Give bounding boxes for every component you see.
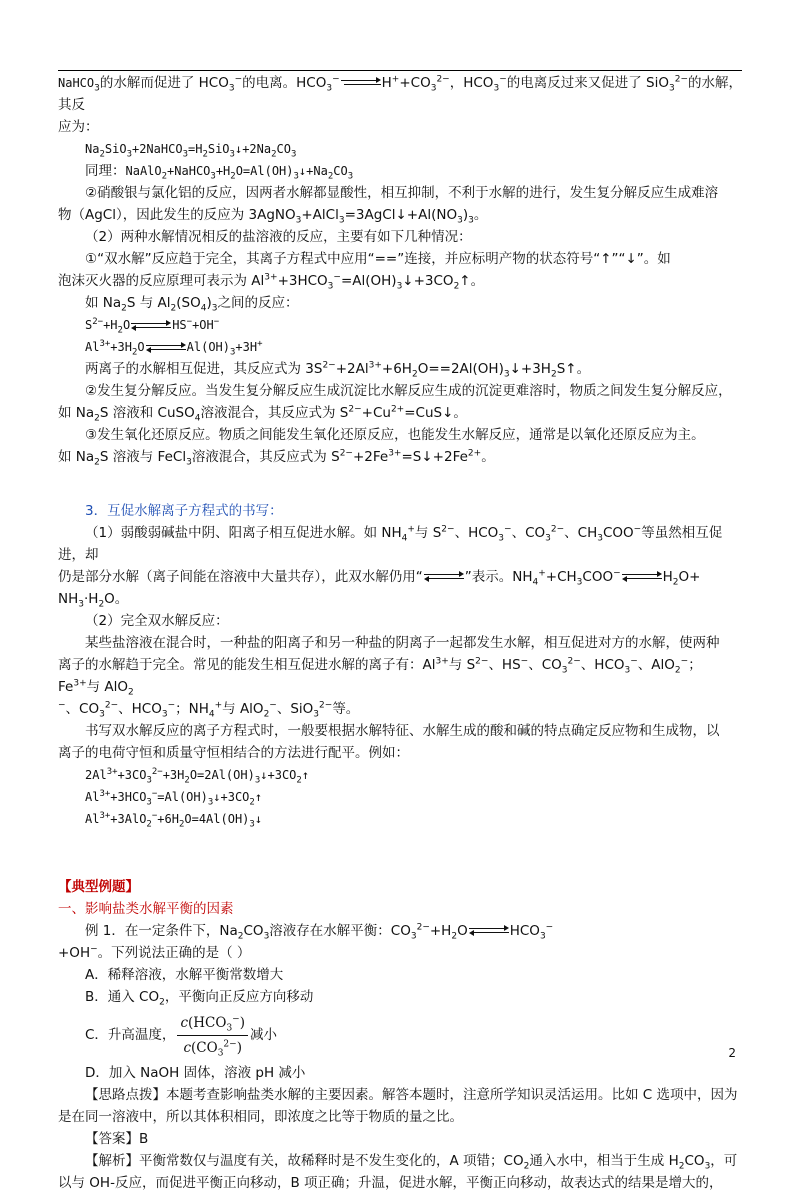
promote-line: 两离子的水解相互促进，其反应式为 $3S^{2-}+2Al^{3+}+6H_2O==2Al(OH)_3↓+3H_2S↑$。: [85, 360, 591, 380]
equation-example-a: $2Al^{3+}+3CO_3^{2-}+3H_2O=2Al(OH)_3↓+3CO_2↑$: [85, 767, 310, 786]
section2-p2: ②发生复分解反应。当发生复分解反应生成沉淀比水解反应生成的沉淀更难溶时，物质之间发生复分解反应，: [85, 383, 732, 399]
na2s-label: 如 $Na_2S$ 与 $Al_2(SO_4)_3$之间的反应：: [85, 295, 299, 314]
equilibrium-arrow-icon: [146, 344, 186, 352]
page-number: 2: [728, 1046, 736, 1060]
equilibrium-arrow-icon: [131, 322, 171, 330]
section2-p1-cont: 泡沫灭火器的反应原理可表示为 $Al^{3+}+3HCO_3^-=Al(OH)_3↓+3CO_2↑$。: [58, 272, 485, 292]
equilibrium-arrow-icon: [469, 927, 509, 935]
section3-p1-cont: 仍是部分水解（离子间能在溶液中大量共存），此双水解仍用“ ”表示。$NH_4^++CH_3COO^-$ $H_2O+ NH_3\cdot H_2O$。: [58, 568, 701, 610]
option-b: B．通入 $CO_2$，平衡向正反应方向移动: [85, 989, 314, 1008]
equation-sio3: $Na_2SiO_3+2NaHCO_3=H_2SiO_3↓+2Na_2CO_3$: [85, 142, 297, 160]
analysis-paragraph: 【解析】平衡常数仅与温度有关，故稀释时是不发生变化的，A 项错；$CO_2$通入水中，相当于生成 $H_2CO_3$，可: [85, 1153, 738, 1172]
equilibrium-arrow-icon: [622, 573, 662, 581]
section3-p3-cont: 离子的电荷守恒和质量守恒相结合的方法进行配平。例如：: [58, 745, 409, 761]
paragraph-agno3: ②硝酸银与氯化铝的反应，因两者水解都显酸性，相互抑制，不利于水解的进行，发生复分解反应生成难溶: [85, 185, 719, 201]
equilibrium-arrow-icon: [424, 573, 464, 581]
header-rule: [58, 70, 742, 71]
section2-heading: （2）两种水解情况相反的盐溶液的反应，主要有如下几种情况：: [85, 229, 472, 245]
section2-p3-cont: 如 $Na_2S$ 溶液与 FeCl$_3$溶液混合，其反应式为 $S^{2-}+2Fe^{3+}=S↓+2Fe^{2+}$。: [58, 448, 495, 468]
section3-p2: 某些盐溶液在混合时，一种盐的阳离子和另一种盐的阴离子一起都发生水解，相互促进对方的水解，使两种: [85, 635, 720, 651]
equation-al-hydrolysis: $Al^{3+}+3H_2O$ $Al(OH)_3+3H^+$: [85, 339, 263, 358]
option-c: C．升高温度， $\frac{c(HCO_3^-)}{c(CO_3^{2-})}$ 减小: [58, 1008, 742, 1062]
continuation-line-2: 应为：: [58, 119, 99, 135]
section3-p2-cont2: −、$CO_3^{2-}$、$HCO_3^-$；$NH_4^+$与 AlO$_2$−、SiO$_3^{2-}$等。: [58, 700, 360, 720]
option-a: A．稀释溶液，水解平衡常数增大: [85, 967, 284, 983]
continuation-line-1: NaHCO$_3$的水解而促进了 $HCO_3^-$的电离。$HCO_3^-$ $H^++CO_3^{2-}$，$HCO_3^-$的电离反过来又促进了 SiO$_3^{2-}$的水解，其反: [58, 74, 742, 113]
typical-examples-header: 【典型例题】: [58, 879, 139, 895]
section3-title: 3．互促水解离子方程式的书写：: [85, 503, 283, 519]
right-arrow-icon: [341, 79, 381, 87]
equation-alo2: 同理：$NaAlO_2+NaHCO_3+H_2O=Al(OH)_3↓+Na_2CO_3$: [85, 163, 354, 182]
analysis-paragraph-cont: 以与 OH-反应，而促进平衡正向移动，B 项正确；升温，促进水解，平衡正向移动，故表达式的结果是增大的，: [58, 1175, 723, 1191]
document-body: [58, 72, 742, 1194]
section3-p3: 书写双水解反应的离子方程式时，一般要根据水解特征、水解生成的酸和碱的特点确定反应物和生成物，以: [85, 723, 720, 739]
type1-heading: 一、影响盐类水解平衡的因素: [58, 901, 234, 917]
section2-p3: ③发生氧化还原反应。物质之间能发生氧化还原反应，也能发生水解反应，通常是以氧化还原反应为主。: [85, 427, 705, 443]
concentration-fraction: $\frac{c(HCO_3^-)}{c(CO_3^{2-})}$: [177, 1012, 248, 1059]
section2-p1: ①“双水解”反应趋于完全，其离子方程式中应用“==”连接，并应标明产物的状态符号“↑”“↓”。如: [85, 251, 671, 267]
hint-paragraph: 【思路点拨】本题考查影响盐类水解的主要因素。解答本题时，注意所学知识灵活运用。比如 C 选项中，因为: [85, 1087, 738, 1103]
example1-question: 例 1．在一定条件下，$Na_2CO_3$溶液存在水解平衡：$CO_3^{2-}+H_2O$ $HCO_3^-+OH^-$。下列说法正确的是（ ）: [58, 922, 554, 961]
paragraph-agno3-cont: 物（AgCl），因此发生的反应为 $3AgNO_3+AlCl_3=3AgCl↓+Al(NO_3)_3$。: [58, 207, 488, 226]
equation-example-c: $Al^{3+}+3AlO_2^-+6H_2O=4Al(OH)_3↓$: [85, 811, 263, 830]
section3-p2-heading: （2）完全双水解反应：: [85, 613, 229, 629]
equation-example-b: $Al^{3+}+3HCO_3^-=Al(OH)_3↓+3CO_2↑$: [85, 789, 263, 808]
section3-p1: （1）弱酸弱碱盐中阴、阳离子相互促进水解。如 $NH_4^+$与 $S^{2-}$、$HCO_3^-$、$CO_3^{2-}$、$CH_3COO^-$等虽然相互促进，却: [58, 524, 723, 563]
option-d: D．加入 NaOH 固体，溶液 pH 减小: [85, 1065, 306, 1081]
section3-p2-cont: 离子的水解趋于完全。常见的能发生相互促进水解的离子有：$Al^{3+}$与 $S^{2-}$、HS−、$CO_3^{2-}$、$HCO_3^-$、AlO$_2$−；$Fe^{3+}$与 AlO$_2$: [58, 656, 702, 698]
hint-paragraph-cont: 是在同一溶液中，所以其体积相同，即浓度之比等于物质的量之比。: [58, 1109, 463, 1125]
answer-line: 【答案】B: [85, 1131, 149, 1147]
equation-s-hydrolysis: $S^{2-}+H_2O$ HS−+OH−: [85, 317, 220, 336]
section2-p2-cont: 如 $Na_2S$ 溶液和 CuSO$_4$溶液混合，其反应式为 $S^{2-}+Cu^{2+}=CuS↓$。: [58, 404, 467, 424]
